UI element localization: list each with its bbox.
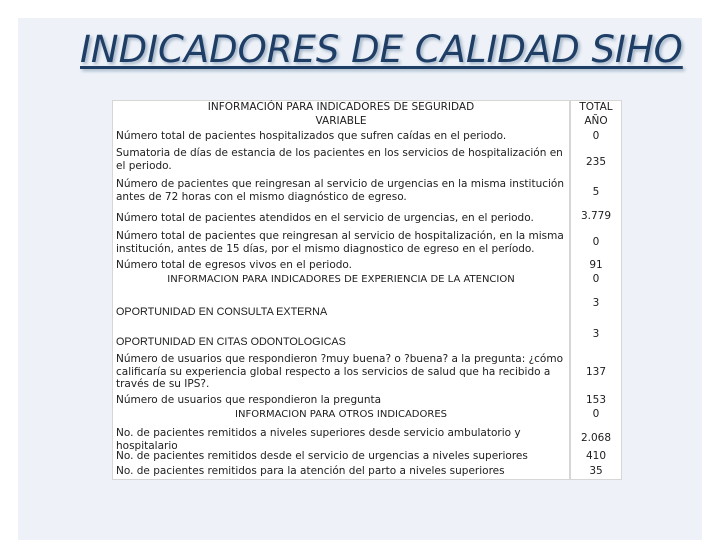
table-row: OPORTUNIDAD EN CONSULTA EXTERNA	[116, 305, 328, 318]
table-row: No. de pacientes remitidos desde el servicio de urgencias a niveles superiores	[116, 449, 528, 462]
section-header-otros: INFORMACION PARA OTROS INDICADORES	[235, 408, 447, 420]
table-cell-value: 0	[592, 130, 600, 142]
table-row: Número total de egresos vivos en el periodo.	[116, 258, 352, 271]
table-row: Número de usuarios que respondieron la pregunta	[116, 393, 382, 406]
section-header-seguridad: INFORMACIÓN PARA INDICADORES DE SEGURIDAD	[207, 101, 475, 114]
table-row: No. de pacientes remitidos a niveles superiores desde servicio ambulatorio y hospitalario	[116, 427, 521, 452]
column-header-variable: VARIABLE	[315, 114, 367, 127]
column-header-total: TOTAL	[579, 101, 613, 113]
table-row: OPORTUNIDAD EN CITAS ODONTOLOGICAS	[116, 335, 346, 348]
table-cell-value: 0	[592, 408, 600, 420]
table-cell-value: 153	[585, 394, 607, 406]
page-title: INDICADORES DE CALIDAD SIHO	[80, 28, 683, 71]
table-row: Número de usuarios que respondieron ?muy buena? o ?buena? a la pregunta: ¿cómo calificaría su experiencia global respecto a los servicios de salud que ha recibido a través de su IPS?.	[116, 352, 564, 391]
table-cell-value: 3	[592, 328, 600, 340]
table-cell-value: 2.068	[580, 432, 612, 444]
indicator-description-column	[112, 100, 570, 480]
column-header-ano: AÑO	[584, 115, 608, 127]
table-row: Sumatoria de días de estancia de los pacientes en los servicios de hospitalización en el periodo.	[116, 147, 563, 172]
table-row: Número de pacientes que reingresan al servicio de urgencias en la misma institución antes de 72 horas con el mismo diagnóstico de egreso.	[116, 178, 564, 203]
table-cell-value: 0	[592, 236, 600, 248]
table-cell-value: 410	[585, 450, 607, 462]
table-row: Número total de pacientes hospitalizados que sufren caídas en el periodo.	[116, 129, 507, 142]
table-cell-value: 235	[585, 156, 607, 168]
table-cell-value: 0	[592, 273, 600, 285]
table-cell-value: 91	[589, 259, 603, 271]
table-row: No. de pacientes remitidos para la atención del parto a niveles superiores	[116, 464, 505, 477]
table-cell-value: 3	[592, 297, 600, 309]
table-cell-value: 35	[589, 465, 603, 477]
table-cell-value: 137	[585, 366, 607, 378]
table-cell-value: 5	[592, 186, 600, 198]
table-row: Número total de pacientes atendidos en el servicio de urgencias, en el periodo.	[116, 211, 534, 224]
section-header-experiencia: INFORMACION PARA INDICADORES DE EXPERIENCIA DE LA ATENCION	[167, 273, 515, 285]
table-row: Número total de pacientes que reingresan al servicio de hospitalización, en la misma institución, antes de 15 días, por el mismo diagnostico de egreso en el período.	[116, 230, 564, 255]
table-cell-value: 3.779	[580, 210, 612, 222]
total-year-column	[570, 100, 622, 480]
